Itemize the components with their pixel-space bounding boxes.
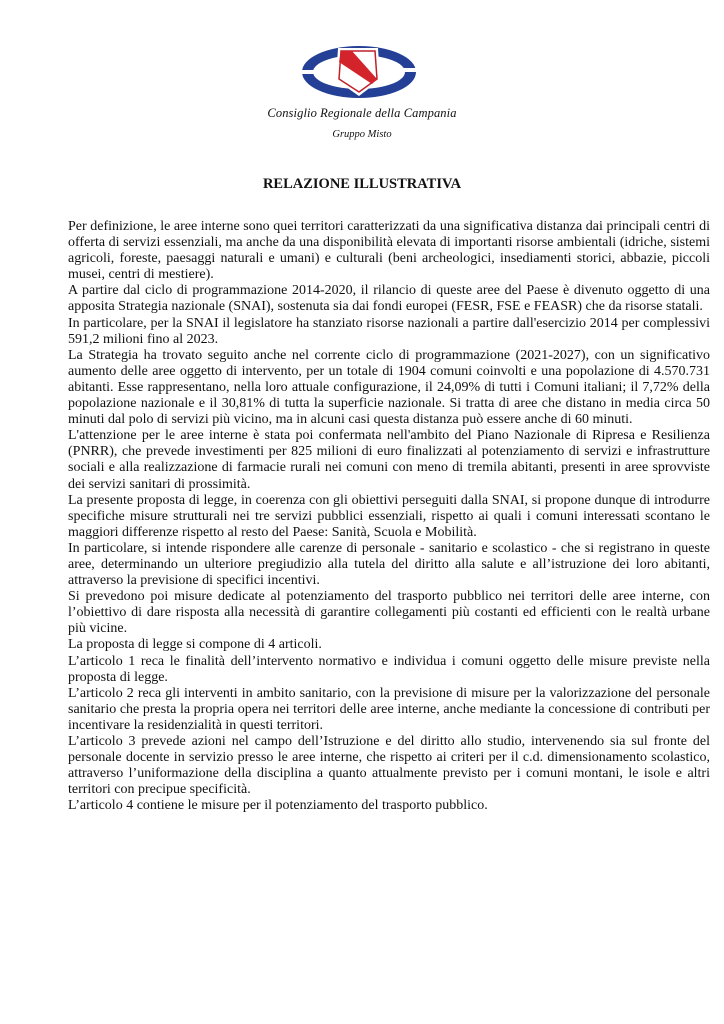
paragraph: Per definizione, le aree interne sono quei territori caratterizzati da una significativa distanza dai principali centri di offerta di servizi essenziali, ma anche da una disponibilità elevata di importanti risorse ambientali (idriche, sistemi agricoli, foreste, paesaggi naturali e umani) e culturali (beni archeologici, insediamenti storici, abbazie, piccoli musei, centri di mestiere). <box>68 219 710 283</box>
paragraph: L’articolo 4 contiene le misure per il potenziamento del trasporto pubblico. <box>68 798 488 814</box>
paragraph: L’articolo 3 prevede azioni nel campo dell’Istruzione e del diritto allo studio, intervenendo sia sul fronte del personale docente in servizio presso le aree interne, che rispetto ai criteri per il c.d. dimensionamento scolastico, attraverso l’uniformazione della disciplina a quanto attualmente previsto per i comuni montani, le isole e altri territori con precipue specificità. <box>68 734 710 798</box>
paragraph: In particolare, per la SNAI il legislatore ha stanziato risorse nazionali a partire dall'esercizio 2014 per complessivi 591,2 milioni fino al 2023. <box>68 315 710 347</box>
paragraph: La Strategia ha trovato seguito anche nel corrente ciclo di programmazione (2021-2027), con un significativo aumento delle aree oggetto di intervento, per un totale di 1904 comuni coinvolti e una popolazione di 4.570.731 abitanti. Esse rappresentano, nella loro attuale configurazione, il 24,09% di tutti i Comuni italiani; il 7,72% della popolazione nazionale e il 30,81% di tutta la superficie nazionale. Si tratta di aree che distano in media circa 50 minuti dal polo di servizi più vicino, ma in alcuni casi questa distanza può essere anche di 60 minuti. <box>68 347 710 428</box>
paragraph: L’articolo 2 reca gli interventi in ambito sanitario, con la previsione di misure per la valorizzazione del personale sanitario che presta la propria opera nei territori delle aree interne, anche mediante la concessione di contributi per incentivare la residenzialità in questi territori. <box>68 685 710 733</box>
group-name: Gruppo Misto <box>332 129 392 140</box>
document-title: RELAZIONE ILLUSTRATIVA <box>262 176 462 192</box>
paragraph: L’articolo 1 reca le finalità dell’intervento normativo e individua i comuni oggetto delle misure previste nella proposta di legge. <box>68 653 710 685</box>
organization-name: Consiglio Regionale della Campania <box>267 106 457 120</box>
paragraph: La proposta di legge si compone di 4 articoli. <box>68 637 322 653</box>
paragraph: A partire dal ciclo di programmazione 2014-2020, il rilancio di queste aree del Paese è divenuto oggetto di una apposita Strategia nazionale (SNAI), sostenuta sia dai fondi europei (FESR, FSE e FEASR) che da risorse statali. <box>68 283 710 315</box>
paragraph: In particolare, si intende rispondere alle carenze di personale - sanitario e scolastico - che si registrano in queste aree, determinando un ulteriore pregiudizio alla tutela del diritto alla salute e all’istruzione dei loro abitanti, attraverso la previsione di specifici incentivi. <box>68 540 710 589</box>
paragraph: La presente proposta di legge, in coerenza con gli obiettivi perseguiti dalla SNAI, si propone dunque di introdurre specifiche misure strutturali nei tre servizi pubblici essenziali, rispetto ai quali i comuni interessati scontano le maggiori differenze rispetto al resto del Paese: Sanità, Scuola e Mobilità. <box>68 492 710 540</box>
paragraph: Si prevedono poi misure dedicate al potenziamento del trasporto pubblico nei territori delle aree interne, con l’obiettivo di dare risposta alla necessità di garantire collegamenti più costanti ed efficienti con le realtà urbane più vicine. <box>68 589 710 637</box>
paragraph: L'attenzione per le aree interne è stata poi confermata nell'ambito del Piano Nazionale di Ripresa e Resilienza (PNRR), che prevede investimenti per 825 milioni di euro finalizzati al potenziamento di servizi e infrastrutture sociali e alla realizzazione di farmacie rurali nei comuni con meno di tremila abitanti, presenti in aree sprovviste dei servizi sanitari di prossimità. <box>68 428 710 492</box>
document-body <box>68 219 710 814</box>
regional-council-logo <box>300 40 418 110</box>
